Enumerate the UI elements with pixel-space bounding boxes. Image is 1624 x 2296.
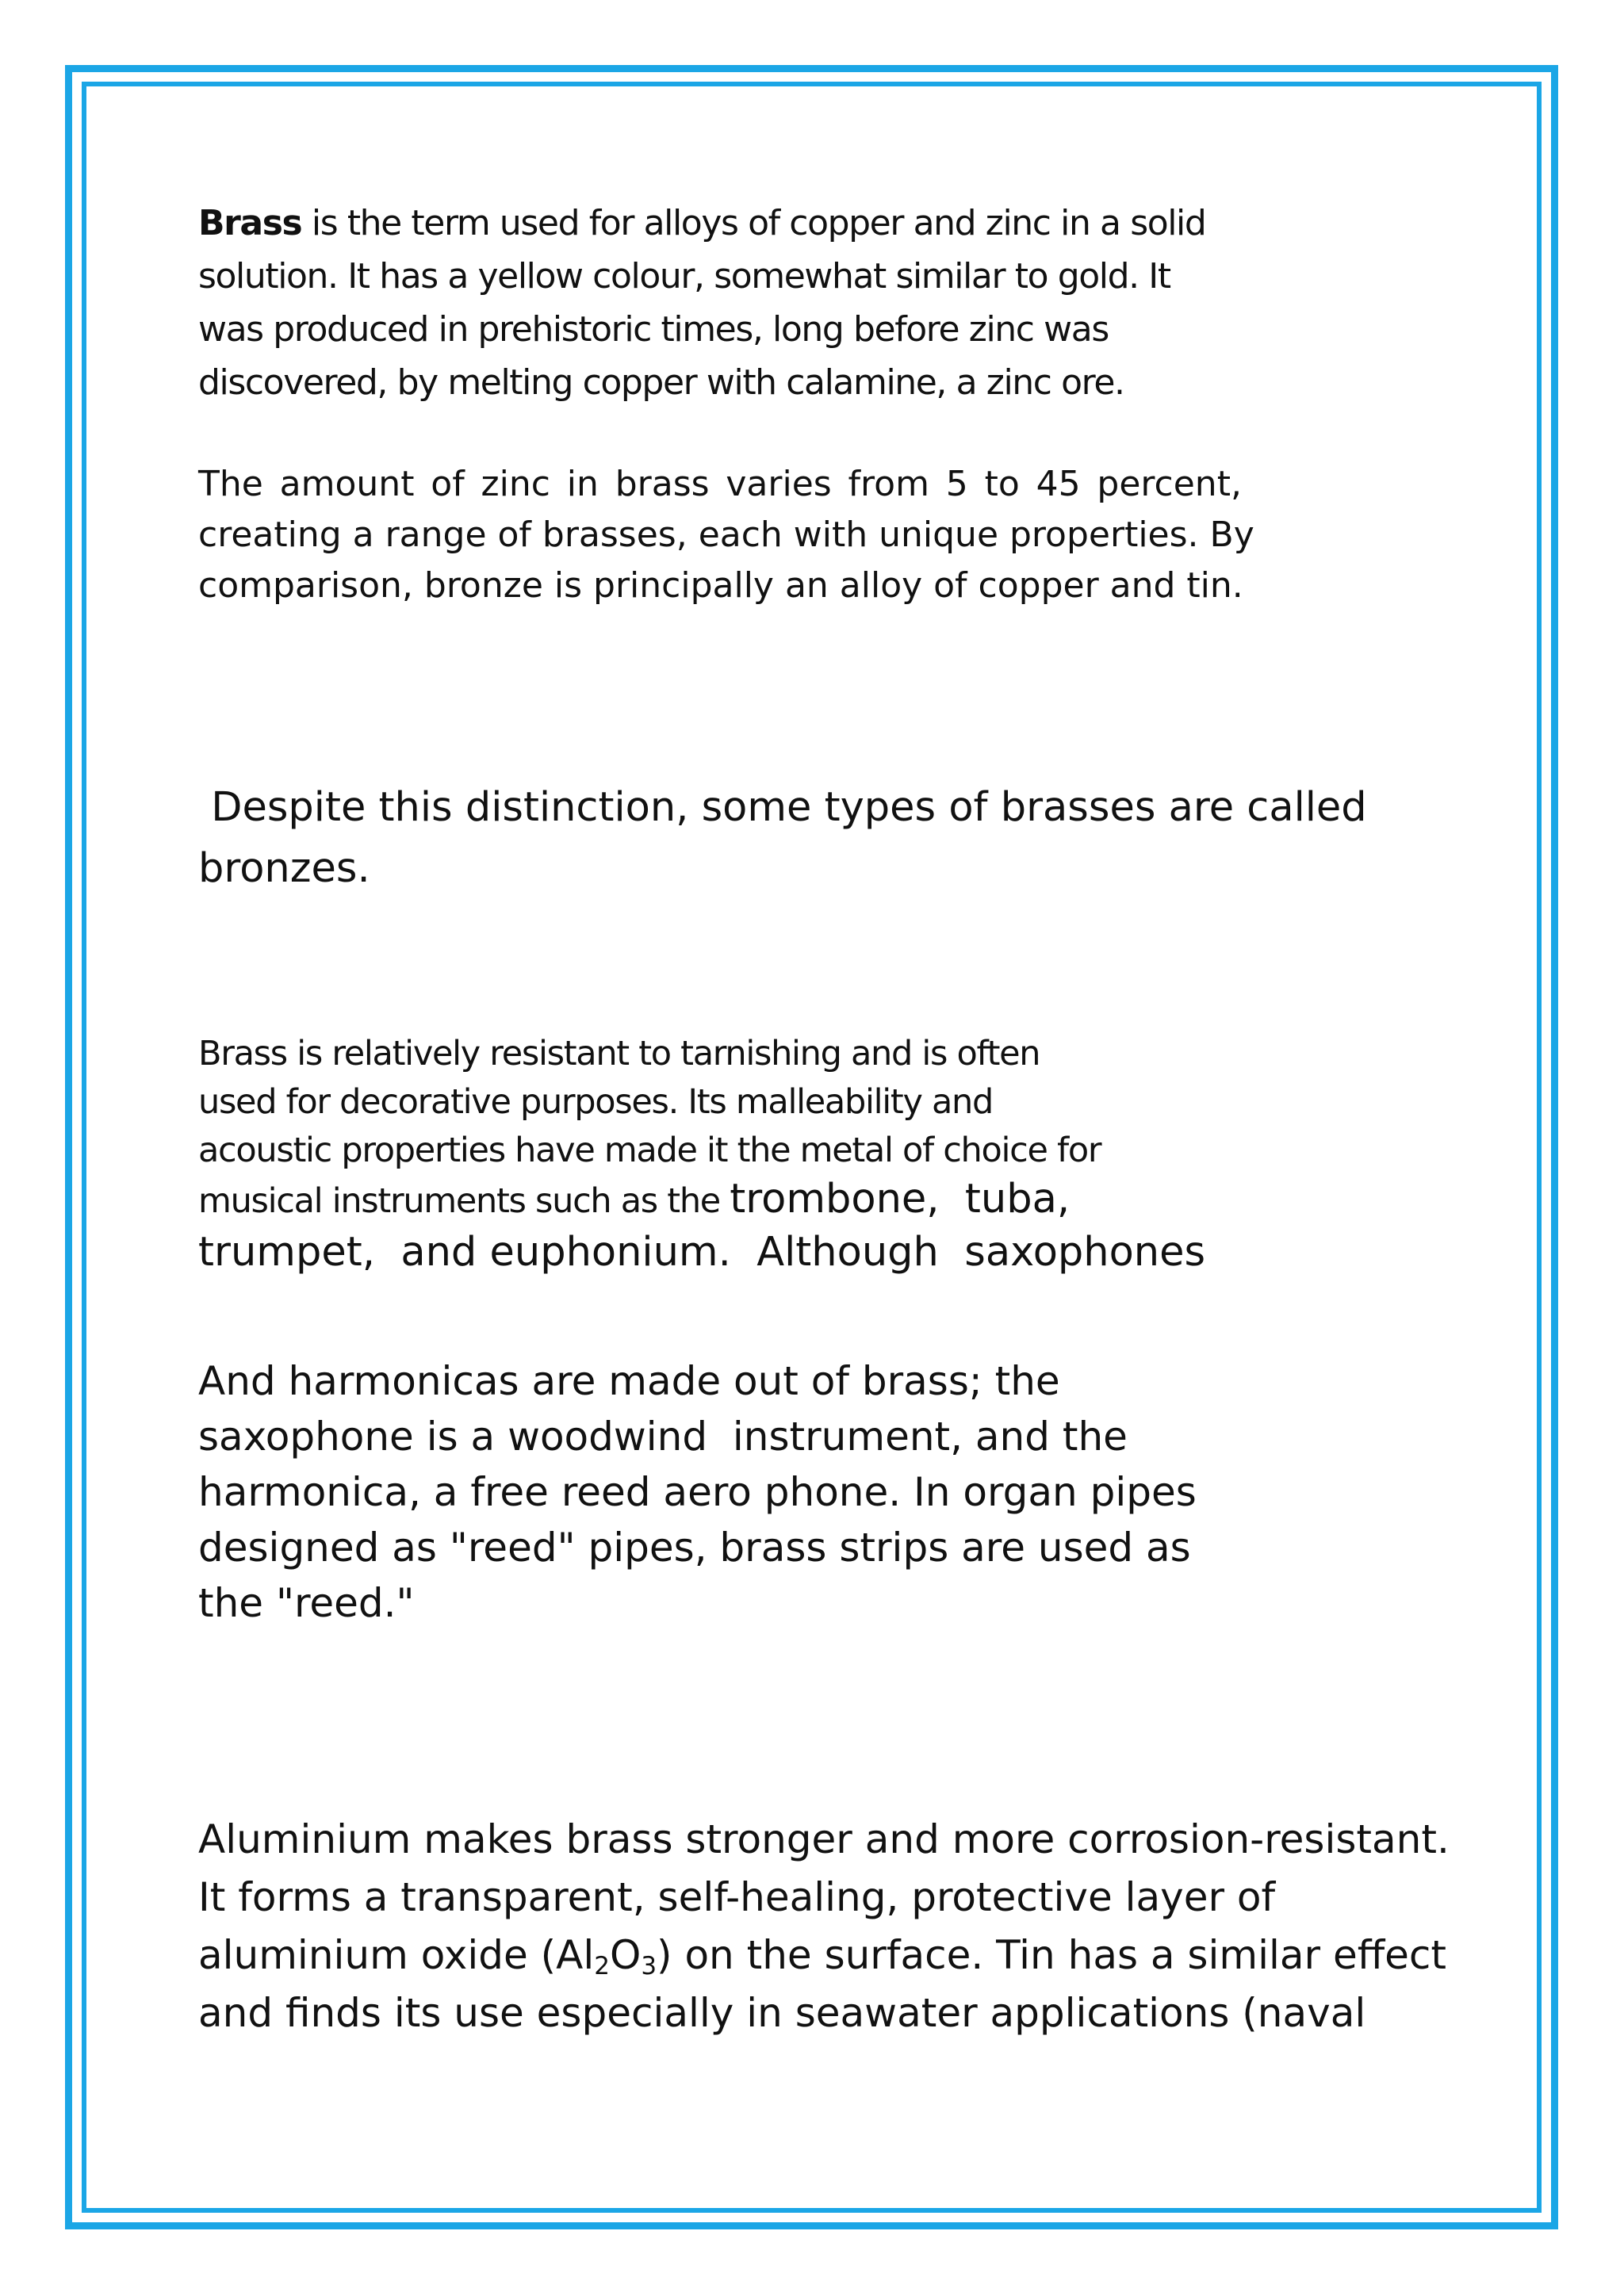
paragraph-line: the "reed."	[198, 1580, 415, 1626]
paragraph-brass-definition	[198, 197, 1205, 409]
paragraph-line: acoustic properties have made it the metal of choice for	[198, 1131, 1101, 1170]
paragraph-line: trumpet, and euphonium. Although saxophones	[198, 1229, 1206, 1276]
paragraph-line: was produced in prehistoric times, long before zinc was	[198, 309, 1109, 350]
paragraph-line: Brass is relatively resistant to tarnishing and is often	[198, 1034, 1040, 1073]
paragraph-zinc-amount	[198, 459, 1254, 611]
paragraph-bronzes	[198, 777, 1367, 899]
paragraph-text: O	[609, 1932, 642, 1978]
subscript: 2	[594, 1951, 610, 1980]
justified-word: varies	[726, 464, 832, 504]
paragraph-line: creating a range of brasses, each with unique properties. By	[198, 515, 1254, 555]
paragraph-text-large: trombone, tuba,	[730, 1176, 1071, 1223]
paragraph-line: discovered, by melting copper with calamine, a zinc ore.	[198, 362, 1124, 403]
paragraph-line: comparison, bronze is principally an alloy of copper and tin.	[198, 565, 1243, 606]
paragraph-line	[198, 1927, 1450, 1984]
paragraph-text: musical instruments such as the	[198, 1181, 730, 1221]
paragraph-tarnishing	[198, 1030, 1205, 1280]
bold-term: Brass	[198, 203, 302, 243]
paragraph-line: used for decorative purposes. Its malleability and	[198, 1082, 993, 1122]
paragraph-line: and finds its use especially in seawater applications (naval	[198, 1990, 1366, 2036]
paragraph-line: bronzes.	[198, 845, 370, 892]
paragraph-line: Despite this distinction, some types of brasses are called	[198, 784, 1367, 831]
paragraph-line: solution. It has a yellow colour, somewhat similar to gold. It	[198, 256, 1170, 297]
paragraph-text: ) on the surface. Tin has a similar effect	[657, 1932, 1447, 1978]
paragraph-text: aluminium oxide (Al	[198, 1932, 595, 1978]
justified-word: to	[984, 464, 1020, 504]
justified-word: in	[566, 464, 599, 504]
paragraph-line: designed as "reed" pipes, brass strips are used as	[198, 1525, 1191, 1571]
justified-word: from	[848, 464, 929, 504]
justified-word: 45	[1036, 464, 1081, 504]
justified-word: zinc	[481, 464, 550, 504]
justified-word: 5	[945, 464, 968, 504]
paragraph-text: is the term used for alloys of copper and zinc in a solid	[301, 203, 1206, 243]
paragraph-line	[198, 1175, 1205, 1226]
paragraph-line: Aluminium makes brass stronger and more corrosion-resistant.	[198, 1816, 1450, 1862]
paragraph-line: harmonica, a free reed aero phone. In organ pipes	[198, 1469, 1197, 1515]
paragraph-line	[198, 197, 1205, 250]
justified-line	[198, 459, 1242, 510]
justified-word: amount	[279, 464, 415, 504]
justified-word: percent,	[1097, 464, 1242, 504]
justified-word: The	[198, 464, 263, 504]
paragraph-harmonicas	[198, 1353, 1197, 1631]
paragraph-line: It forms a transparent, self-healing, protective layer of	[198, 1874, 1276, 1920]
paragraph-line: And harmonicas are made out of brass; the	[198, 1358, 1060, 1404]
paragraph-line: saxophone is a woodwind instrument, and the	[198, 1414, 1128, 1460]
justified-word: of	[431, 464, 465, 504]
justified-word: brass	[615, 464, 710, 504]
subscript: 3	[641, 1951, 657, 1980]
paragraph-aluminium	[198, 1811, 1450, 2042]
